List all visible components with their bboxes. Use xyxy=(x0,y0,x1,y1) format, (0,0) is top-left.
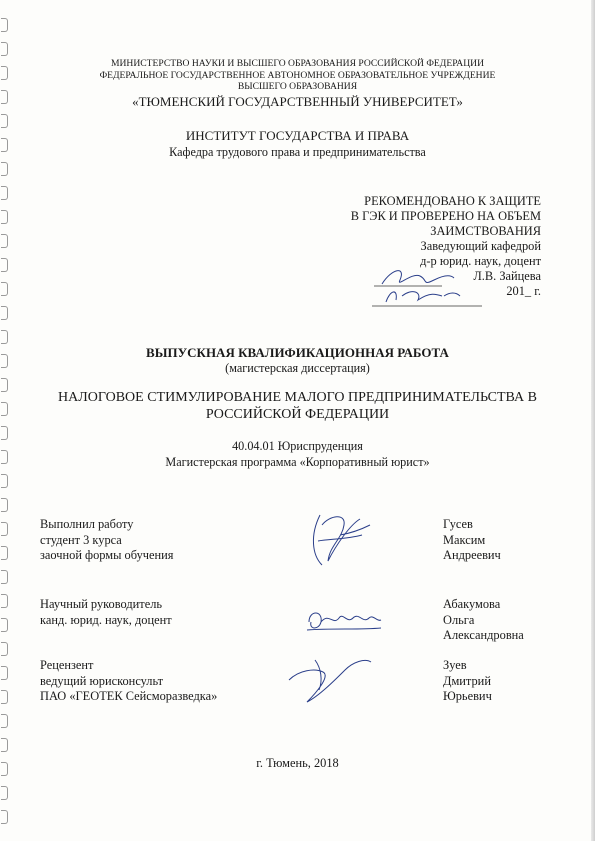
binding-ring xyxy=(1,570,8,584)
work-title: НАЛОГОВОЕ СТИМУЛИРОВАНИЕ МАЛОГО ПРЕДПРИНИМАТЕЛЬСТВА В РОССИЙСКОЙ ФЕДЕРАЦИИ xyxy=(58,390,537,422)
binding-ring xyxy=(1,498,8,512)
binding-ring xyxy=(1,810,8,824)
binding-ring xyxy=(1,258,8,272)
binding-ring xyxy=(1,546,8,560)
binding-ring xyxy=(1,186,8,200)
binding-ring xyxy=(1,234,8,248)
reviewer-name xyxy=(443,658,573,705)
author-role-line-3: заочной формы обучения xyxy=(40,548,174,563)
reviewer-patronymic: Юрьевич xyxy=(443,689,492,704)
reviewer-first-name: Дмитрий xyxy=(443,673,491,688)
reviewer-surname: Зуев xyxy=(443,658,467,672)
spiral-binding xyxy=(0,0,10,841)
supervisor-role-line-1: Научный руководитель xyxy=(40,597,163,611)
supervisor-role-line-2: канд. юрид. наук, доцент xyxy=(40,612,172,627)
binding-ring xyxy=(1,66,8,80)
binding-ring xyxy=(1,738,8,752)
supervisor-first-name: Ольга xyxy=(443,612,475,627)
reviewer-role-line-3: ПАО «ГЕОТЕК Сейсморазведка» xyxy=(40,689,218,704)
approval-date: 201_ г. xyxy=(506,284,541,298)
supervisor-name xyxy=(443,597,573,644)
reviewer-signature xyxy=(285,650,375,710)
supervisor-surname: Абакумова xyxy=(443,597,501,611)
reviewer-role xyxy=(40,658,280,705)
ministry-line: МИНИСТЕРСТВО НАУКИ И ВЫСШЕГО ОБРАЗОВАНИЯ РОССИЙСКОЙ ФЕДЕРАЦИИ xyxy=(110,58,485,69)
binding-ring xyxy=(1,474,8,488)
approval-line-1: РЕКОМЕНДОВАНО К ЗАЩИТЕ xyxy=(364,194,541,208)
head-signature xyxy=(372,262,482,310)
binding-ring xyxy=(1,594,8,608)
binding-ring xyxy=(1,330,8,344)
binding-ring xyxy=(1,666,8,680)
binding-ring xyxy=(1,138,8,152)
work-subtype: (магистерская диссертация) xyxy=(225,361,370,375)
binding-ring xyxy=(1,18,8,32)
supervisor-signature xyxy=(303,600,383,640)
binding-ring xyxy=(1,714,8,728)
speciality-code: 40.04.01 Юриспруденция xyxy=(232,439,363,453)
binding-ring xyxy=(1,378,8,392)
author-surname: Гусев xyxy=(443,517,473,531)
binding-ring xyxy=(1,114,8,128)
reviewer-role-line-1: Рецензент xyxy=(40,658,94,672)
work-type: ВЫПУСКНАЯ КВАЛИФИКАЦИОННАЯ РАБОТА xyxy=(146,345,449,360)
binding-ring xyxy=(1,354,8,368)
department-name: Кафедра трудового права и предпринимательства xyxy=(169,145,426,159)
institute-name: ИНСТИТУТ ГОСУДАРСТВА И ПРАВА xyxy=(185,128,410,143)
author-name xyxy=(443,517,573,564)
master-program: Магистерская программа «Корпоративный юрист» xyxy=(165,455,430,469)
binding-ring xyxy=(1,690,8,704)
head-of-department-title: Заведующий кафедрой xyxy=(420,239,541,253)
author-signature xyxy=(300,505,380,575)
institution-type-line: ФЕДЕРАЛЬНОЕ ГОСУДАРСТВЕННОЕ АВТОНОМНОЕ ОБРАЗОВАТЕЛЬНОЕ УЧРЕЖДЕНИЕ xyxy=(99,70,496,81)
binding-ring xyxy=(1,426,8,440)
supervisor-role xyxy=(40,597,240,628)
binding-ring xyxy=(1,618,8,632)
education-line: ВЫСШЕГО ОБРАЗОВАНИЯ xyxy=(237,81,358,92)
page-edge xyxy=(591,0,595,841)
binding-ring xyxy=(1,42,8,56)
binding-ring xyxy=(1,90,8,104)
university-name: «ТЮМЕНСКИЙ ГОСУДАРСТВЕННЫЙ УНИВЕРСИТЕТ» xyxy=(132,94,463,109)
author-role xyxy=(40,517,240,564)
author-role-line-1: Выполнил работу xyxy=(40,517,134,531)
city-year: г. Тюмень, 2018 xyxy=(256,756,339,770)
binding-ring xyxy=(1,786,8,800)
supervisor-patronymic: Александровна xyxy=(443,628,524,643)
binding-ring xyxy=(1,402,8,416)
author-patronymic: Андреевич xyxy=(443,548,501,563)
approval-line-3: ЗАИМСТВОВАНИЯ xyxy=(430,224,541,238)
approval-line-2: В ГЭК И ПРОВЕРЕНО НА ОБЪЕМ xyxy=(350,209,541,223)
head-degree: д-р юрид. наук, доцент xyxy=(420,254,541,268)
author-first-name: Максим xyxy=(443,532,486,547)
head-name: Л.В. Зайцева xyxy=(473,269,541,283)
binding-ring xyxy=(1,210,8,224)
binding-ring xyxy=(1,282,8,296)
author-role-line-2: студент 3 курса xyxy=(40,532,122,547)
binding-ring xyxy=(1,642,8,656)
reviewer-role-line-2: ведущий юрисконсульт xyxy=(40,673,164,688)
binding-ring xyxy=(1,522,8,536)
binding-ring xyxy=(1,306,8,320)
binding-ring xyxy=(1,450,8,464)
binding-ring xyxy=(1,162,8,176)
